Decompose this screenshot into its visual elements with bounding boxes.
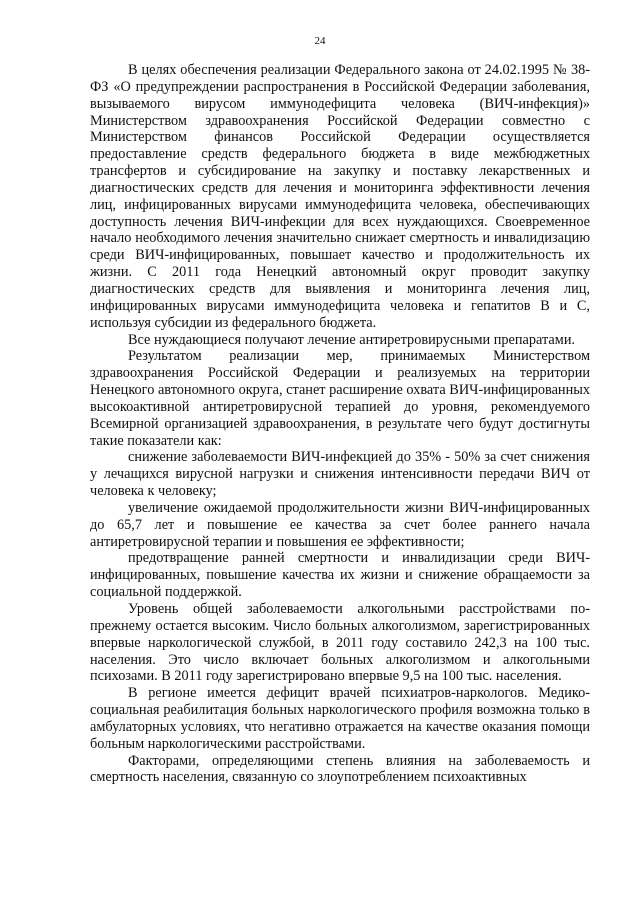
paragraph-incidence-reduction: снижение заболеваемости ВИЧ-инфекцией до 35% - 50% за счет снижения у лечащихся вирусной нагрузки и снижения интенсивности передачи ВИЧ от человека к человеку;: [90, 449, 590, 500]
paragraph-narcologist-shortage: В регионе имеется дефицит врачей психиатров-наркологов. Медико-социальная реабилитация больных наркологического профиля возможна только в амбулаторных условиях, что негативно отражается на качестве оказания помощи больным наркологическими расстройствами.: [90, 685, 590, 752]
paragraph-antiretroviral-treatment: Все нуждающиеся получают лечение антиретровирусными препаратами.: [128, 331, 576, 348]
paragraph-federal-law-funding: В целях обеспечения реализации Федерального закона от 24.02.1995 № 38-ФЗ «О предупреждении распространения в Российской Федерации заболевания, вызываемого вирусом иммунодефицита человека (ВИЧ-инфекция)» Министерством здравоохранения Российской Федерации совместно с Министерством финансов Российской Федерации осуществляется предоставление средств федерального бюджета в виде межбюджетных трансфертов и субсидирование на закупку и поставку лекарственных и диагностических средств для лечения и мониторинга эффективности лечения лиц, инфицированных вирусами иммунодефицита человека, обеспечивающих доступность лечения ВИЧ-инфекции для всех нуждающихся. Своевременное начало необходимого лечения значительно снижает смертность и инвалидизацию среди ВИЧ-инфицированных, повышает качество и продолжительность их жизни. С 2011 года Ненецкий автономный округ проводит закупку диагностических средств для выявления и мониторинга лечения лиц, инфицированных вирусами иммунодефицита человека и гепатитов В и С, используя субсидии из федерального бюджета.: [90, 62, 590, 331]
paragraph-expected-results: Результатом реализации мер, принимаемых Министерством здравоохранения Российской Федерации и реализуемых на территории Ненецкого автономного округа, станет расширение охвата ВИЧ-инфицированных высокоактивной антиретровирусной терапией до уровня, рекомендуемого Всемирной организацией здравоохранения, в результате чего будут достигнуты такие показатели как:: [90, 348, 590, 449]
document-body: [90, 62, 590, 786]
page-number: 24: [314, 35, 326, 47]
paragraph-life-expectancy: увеличение ожидаемой продолжительности жизни ВИЧ-инфицированных до 65,7 лет и повышение ее качества за счет более раннего начала антиретровирусной терапии и повышения ее эффективности;: [90, 499, 590, 550]
paragraph-alcohol-disorders: Уровень общей заболеваемости алкогольными расстройствами по-прежнему остается высоким. Число больных алкоголизмом, зарегистрированных впервые наркологической службой, в 2011 году составило 242,3 на 100 тыс. населения. Это число включает больных алкоголизмом и алкогольными психозами. В 2011 году зарегистрировано впервые 9,5 на 100 тыс. населения.: [90, 601, 590, 685]
paragraph-psychoactive-factors: Факторами, определяющими степень влияния на заболеваемость и смертность населения, связанную со злоупотреблением психоактивных: [90, 752, 590, 786]
paragraph-mortality-prevention: предотвращение ранней смертности и инвалидизации среди ВИЧ-инфицированных, повышение качества их жизни и снижение обращаемости за социальной поддержкой.: [90, 550, 590, 601]
